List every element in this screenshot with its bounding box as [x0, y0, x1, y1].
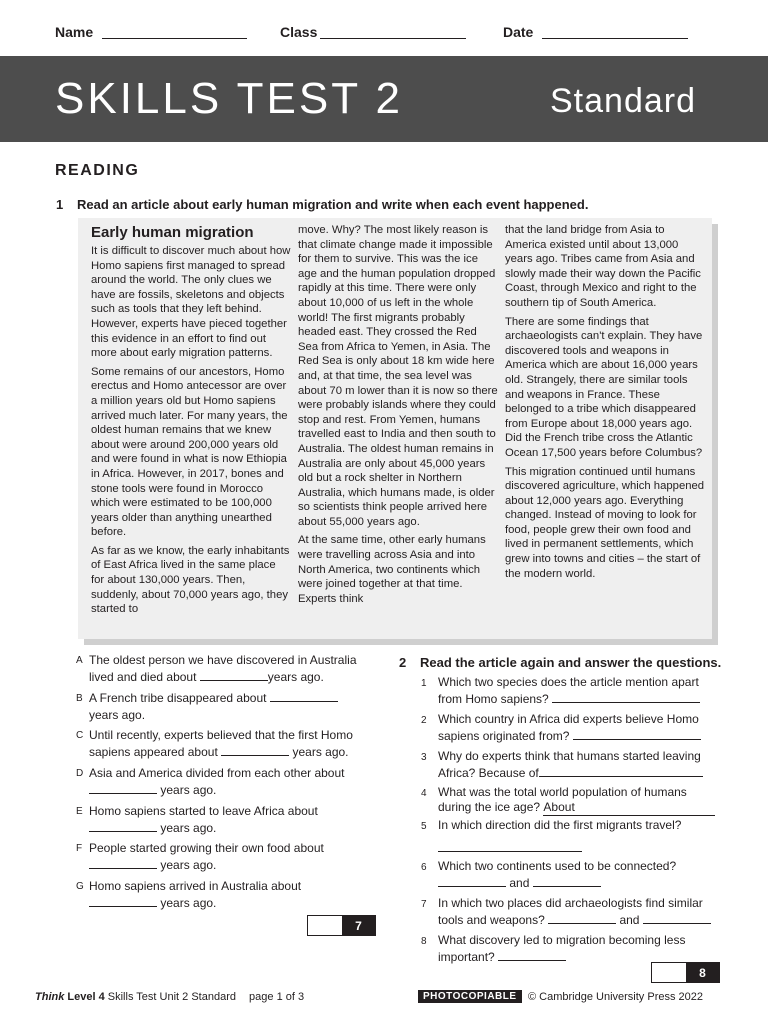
article-title: Early human migration [91, 224, 254, 241]
answer-blank[interactable] [89, 906, 157, 907]
answer-blank[interactable] [89, 868, 157, 869]
answer-blank[interactable]: About [543, 800, 715, 816]
q1-item-e: E Homo sapiens started to leave Africa about years ago. [76, 804, 318, 835]
answer-blank[interactable] [548, 923, 616, 924]
answer-blank[interactable] [89, 793, 157, 794]
q2-score-box [651, 962, 720, 983]
footer-page: page 1 of 3 [249, 991, 305, 1003]
answer-blank[interactable] [438, 851, 582, 852]
q1-item-f: F People started growing their own food about years ago. [76, 841, 324, 872]
q2-instruction: Read the article again and answer the questions. [420, 655, 722, 670]
footer-level: Level 4 [67, 991, 105, 1003]
article-paragraph: move. Why? The most likely reason is that climate change made it impossible for them to survive. This was the ice age and the human population dropped rapidly at this time. There were only about 10,000 of us left in the whole world! The first migrants probably headed east. They crossed the Red Sea from Africa to Yemen, in Asia. The Red Sea is only about 18 km wide here and, at that time, the sea level was about 70 m lower than it is now so there were probably islands where they could stop and rest. From Yemen, humans travelled east to India and then south to Australia. The oldest human remains in Australia are only about 45,000 years old but a rock shelter in Northern Australia, which humans made, is older so scientists think people arrived here about 55,000 years ago. [298, 224, 498, 528]
footer-brand: Think [35, 991, 65, 1003]
q2-item-5: 5 In which direction did the first migrants travel? [438, 817, 718, 857]
date-field[interactable] [542, 38, 688, 39]
footer-left [35, 991, 304, 1003]
answer-blank[interactable] [221, 755, 289, 756]
footer-copyright: © Cambridge University Press 2022 [528, 991, 704, 1003]
q2-item-2: 2 Which country in Africa did experts believe Homo sapiens originated from? [421, 712, 699, 743]
article-paragraph: As far as we know, the early inhabitants of East Africa lived in the same place for about 130,000 years. Then, suddenly, about 70,000 years ago, they started to [91, 544, 290, 616]
article-column-1 [91, 224, 291, 621]
answer-blank[interactable] [552, 702, 700, 703]
article-paragraph: that the land bridge from Asia to America existed until about 13,000 years ago. Tribes came from Asia and slowly made their way down the Pacific Coast, through Mexico and right to the southern tip of South America. [505, 224, 701, 309]
answer-blank[interactable] [89, 831, 157, 832]
q2-score: 8 [686, 963, 719, 982]
q1-score-box [307, 915, 376, 936]
article-box [78, 218, 712, 639]
answer-blank[interactable] [498, 960, 566, 961]
article-paragraph: At the same time, other early humans were travelling across Asia and into North America, two continents which were joined together at that time. Experts think [298, 534, 486, 605]
article-paragraph: It is difficult to discover much about how Homo sapiens first managed to spread around the world. The only clues we have are fossils, skeletons and objects such as tools that they left behind. However, experts have pieced together this evidence in an effort to find out more about early migration patterns. [91, 245, 291, 360]
q2-item-1: 1 Which two species does the article mention apart from Homo sapiens? [421, 675, 699, 706]
q1-item-c: C Until recently, experts believed that the first Homo sapiens appeared about years ago. [76, 728, 353, 759]
q1-score: 7 [342, 916, 375, 935]
q2-item-4: 4 What was the total world population of humans during the ice age? About [438, 785, 718, 816]
answer-blank[interactable] [539, 776, 703, 777]
article-column-2 [298, 223, 498, 610]
q2-item-7: 7 In which two places did archaeologists find similar tools and weapons? and [438, 895, 718, 929]
answer-blank[interactable] [573, 739, 701, 740]
section-title: READING [55, 162, 140, 179]
name-label: Name [55, 24, 94, 40]
article-column-3 [505, 223, 705, 585]
q1-item-g: G Homo sapiens arrived in Australia about years ago. [76, 879, 302, 910]
footer-test: Skills Test Unit 2 Standard [107, 991, 236, 1003]
q1-item-d: D Asia and America divided from each other about years ago. [76, 766, 345, 797]
answer-blank[interactable] [533, 886, 601, 887]
q1-instruction: Read an article about early human migration and write when each event happened. [77, 197, 589, 212]
q2-item-3: 3 Why do experts think that humans started leaving Africa? Because of [421, 749, 701, 780]
q1-item-a: A The oldest person we have discovered in Australia lived and died about years ago. [76, 653, 357, 684]
q2-item-8: 8 What discovery led to migration becoming less important? [421, 933, 686, 964]
q1-number: 1 [56, 197, 64, 212]
answer-blank[interactable] [643, 923, 711, 924]
date-label: Date [503, 24, 534, 40]
photocopiable-badge: PHOTOCOPIABLE [418, 990, 522, 1003]
score-blank[interactable] [308, 916, 342, 935]
score-blank[interactable] [652, 963, 686, 982]
article-paragraph: There are some findings that archaeologists can't explain. They have discovered tools and weapons in America which are about 16,000 years old. Strangely, there are similar tools and weapons in France. These belonged to a tribe which disappeared from Europe about 18,000 years ago. Did the French tribe cross the Atlantic Ocean 17,500 years before Columbus? [505, 315, 703, 459]
article-paragraph: Some remains of our ancestors, Homo erectus and Homo antecessor are over a million years old but Homo sapiens arrived much later. For many years, the oldest human remains that we knew about were around 200,000 years old and were found in what is now Ethiopia in Africa. However, in 2017, bones and stone tools were found in Morocco which were estimated to be 100,000 years older than anything unearthed before. [91, 365, 288, 539]
test-level: Standard [550, 82, 696, 120]
answer-blank[interactable] [200, 680, 268, 681]
class-field[interactable] [320, 38, 466, 39]
name-field[interactable] [102, 38, 247, 39]
q1-item-b: B A French tribe disappeared about years ago. [89, 690, 379, 724]
answer-blank[interactable] [438, 886, 506, 887]
q2-item-6: 6 Which two continents used to be connected? and [421, 859, 677, 890]
class-label: Class [280, 24, 318, 40]
test-title: SKILLS TEST 2 [55, 74, 403, 123]
answer-blank[interactable] [270, 701, 338, 702]
article-paragraph: This migration continued until humans discovered agriculture, which happened about 12,000 years ago. Everything changed. Instead of moving to look for food, people grew their own food and lived in permanent settlements, which grew into towns and cities – the start of the modern world. [505, 465, 705, 580]
q2-number: 2 [399, 655, 407, 670]
